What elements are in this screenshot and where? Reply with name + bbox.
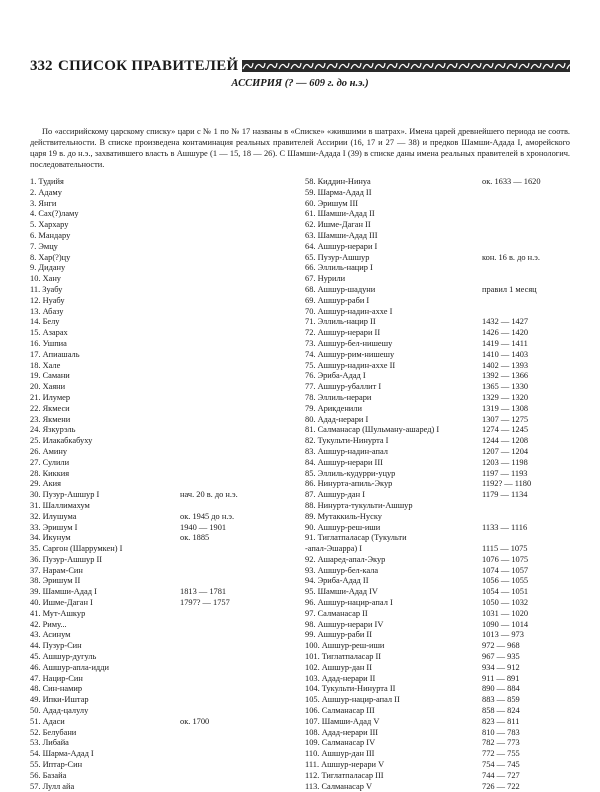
ruler-name: 75. Ашшур-надин-аххе II (305, 360, 396, 370)
ruler-entry (305, 339, 570, 350)
ruler-entry (305, 695, 570, 706)
ruler-name: 5. Хархару (30, 220, 69, 230)
ruler-name: 87. Ашшур-дан I (305, 490, 366, 500)
reign-dates: 772 — 755 (482, 749, 520, 759)
ruler-name: 60. Эришум III (305, 198, 359, 208)
ruler-entry (30, 706, 285, 717)
ruler-entry (305, 263, 570, 274)
ruler-name: 100. Ашшур-реш-иши (305, 641, 385, 651)
reign-dates: 1307 — 1275 (482, 414, 529, 424)
ruler-name: 13. Абазу (30, 306, 64, 316)
ruler-entry (305, 523, 570, 534)
ruler-entry (305, 609, 570, 620)
ruler-name: 61. Шамши-Адад II (305, 209, 375, 219)
reign-dates: 1402 — 1393 (482, 360, 529, 370)
ruler-entry (30, 749, 285, 760)
ruler-name: 43. Асинум (30, 630, 71, 640)
ruler-name: 64. Ашшур-нерари I (305, 241, 378, 251)
ruler-name: 67. Нурили (305, 274, 346, 284)
ruler-entry (305, 576, 570, 587)
ruler-entry (30, 274, 285, 285)
ruler-entry (30, 771, 285, 782)
reign-dates: 1797? — 1757 (180, 598, 230, 608)
ruler-entry (305, 555, 570, 566)
ruler-entry (30, 285, 285, 296)
reign-dates: 1090 — 1014 (482, 619, 529, 629)
ruler-name: 104. Тукульти-Нинурта II (305, 684, 396, 694)
ruler-name: 34. Икунум (30, 533, 71, 543)
ruler-name: 41. Мут-Ашкур (30, 608, 86, 618)
ruler-name: 84. Ашшур-нерари III (305, 457, 383, 467)
page-title: СПИСОК ПРАВИТЕЛЕЙ (58, 58, 239, 74)
ruler-name: 58. Киддин-Нинуа (305, 177, 371, 186)
ruler-entry (305, 728, 570, 739)
ruler-entry (30, 242, 285, 253)
ruler-entry (305, 652, 570, 663)
ruler-entry (30, 609, 285, 620)
reign-dates: 1179 — 1134 (482, 490, 528, 500)
ruler-name: 18. Хале (30, 360, 61, 370)
ruler-entry (305, 393, 570, 404)
reign-dates: 934 — 912 (482, 662, 520, 672)
ruler-entry (30, 717, 285, 728)
reign-dates: 883 — 859 (482, 695, 520, 705)
ruler-name: 11. Зуабу (30, 284, 63, 294)
ruler-name: 80. Адад-нерари I (305, 414, 369, 424)
reign-dates: ок. 1945 до н.э. (180, 511, 235, 521)
ruler-entry (305, 782, 570, 792)
ruler-name: 46. Ашшур-апла-идди (30, 662, 109, 672)
ruler-name: 108. Адад-нерари III (305, 727, 379, 737)
ruler-entry (305, 231, 570, 242)
ruler-name: 79. Арикденили (305, 403, 362, 413)
ruler-name: 72. Ашшур-нерари II (305, 328, 381, 338)
ruler-name: 59. Шарма-Адад II (305, 187, 372, 197)
ruler-name: 66. Эллиль-нацир I (305, 263, 373, 273)
ruler-entry (30, 512, 285, 523)
ruler-entry (30, 177, 285, 188)
ruler-entry (30, 652, 285, 663)
ruler-name: 63. Шамши-Адад III (305, 230, 378, 240)
ruler-name: 9. Дидану (30, 263, 66, 273)
ruler-entry (305, 447, 570, 458)
reign-dates: 823 — 811 (482, 716, 520, 726)
ruler-name: 19. Самани (30, 371, 70, 381)
ruler-entry (30, 684, 285, 695)
ruler-name: 39. Шамши-Адад I (30, 587, 97, 597)
intro-paragraph: По «ассирийскому царскому списку» цари с № 1 по № 17 названы в «Списке» «жившими в шатрах». Имена царей древнейшего периода не соотв. действительности. В списке произведена контаминация реальных правителей Ассирии (16, 17 и 27 — 38) и предков Шамши-Адада I, аморейского царя 19 в. до н.э., захватившего власть в Ашшуре (1 — 15, 18 — 26). С Шамши-Адада I (39) в списке даны имена реальных правителей в хронологич. последовательности. (30, 127, 570, 170)
reign-dates: 1274 — 1245 (482, 425, 529, 435)
ruler-name: 53. Либайа (30, 738, 69, 748)
ruler-entry (305, 674, 570, 685)
reign-dates: 1203 — 1198 (482, 457, 528, 467)
ruler-entry (305, 350, 570, 361)
ruler-entry (305, 512, 570, 523)
ruler-name: 96. Ашшур-нацир-апал I (305, 598, 393, 608)
ruler-name: 42. Риму... (30, 619, 67, 629)
ruler-name: 29. Акия (30, 479, 62, 489)
ruler-entry (305, 371, 570, 382)
ruler-entry (30, 469, 285, 480)
reign-dates: ок. 1633 — 1620 (482, 177, 541, 186)
ruler-entry (30, 576, 285, 587)
ruler-entry (30, 263, 285, 274)
reign-dates: 1133 — 1116 (482, 522, 528, 532)
reign-dates: 1365 — 1330 (482, 382, 529, 392)
reign-dates: 1054 — 1051 (482, 587, 529, 597)
page-number: 332 (30, 58, 53, 74)
ruler-entry (30, 533, 285, 544)
reign-dates: 1426 — 1420 (482, 328, 529, 338)
ruler-entry (30, 328, 285, 339)
reign-dates: кон. 16 в. до н.э. (482, 252, 540, 262)
ruler-name: 99. Ашшур-раби II (305, 630, 372, 640)
ruler-entry (305, 458, 570, 469)
ruler-name: 30. Пузур-Ашшур I (30, 490, 100, 500)
ruler-entry (30, 695, 285, 706)
ruler-name: 107. Шамши-Адад V (305, 716, 380, 726)
ruler-entry (305, 199, 570, 210)
reign-dates: 858 — 824 (482, 706, 520, 716)
ruler-entry (305, 490, 570, 501)
ruler-name: 51. Адаси (30, 716, 65, 726)
ruler-name: 97. Салманасар II (305, 608, 368, 618)
ruler-name: 55. Иптар-Син (30, 760, 83, 770)
ruler-entry (30, 641, 285, 652)
ruler-entry (305, 285, 570, 296)
reign-dates: 754 — 745 (482, 760, 520, 770)
ruler-name: 90. Ашшур-реш-иши (305, 522, 381, 532)
ruler-entry (305, 641, 570, 652)
ruler-entry (30, 296, 285, 307)
ruler-entry (305, 188, 570, 199)
ruler-entry (30, 415, 285, 426)
ruler-entry (30, 231, 285, 242)
ruler-entry (30, 738, 285, 749)
ruler-name: 25. Илакабкабуху (30, 436, 93, 446)
ruler-entry (30, 663, 285, 674)
ruler-entry (305, 663, 570, 674)
reign-dates: 1013 — 973 (482, 630, 524, 640)
reign-dates: 1050 — 1032 (482, 598, 529, 608)
ruler-name: 91. Тиглатпаласар (Тукульти (305, 533, 407, 543)
ruler-entry (305, 598, 570, 609)
ruler-entry (30, 674, 285, 685)
ruler-entry (30, 307, 285, 318)
reign-dates: 911 — 891 (482, 673, 520, 683)
ruler-entry (305, 361, 570, 372)
ruler-name: 88. Нинурта-тукульти-Ашшур (305, 500, 413, 510)
ruler-entry (30, 479, 285, 490)
ruler-name: 83. Ашшур-надин-апал (305, 446, 388, 456)
ruler-entry (305, 630, 570, 641)
ruler-entry (30, 339, 285, 350)
ruler-name: 10. Хану (30, 274, 61, 284)
ruler-entry (30, 199, 285, 210)
ruler-entry (305, 771, 570, 782)
ruler-entry (305, 425, 570, 436)
ruler-entry (30, 425, 285, 436)
ruler-name: 21. Илумер (30, 392, 71, 402)
ruler-name: 36. Пузур-Ашшур II (30, 554, 103, 564)
ruler-entry (305, 307, 570, 318)
ruler-name: 98. Ашшур-нерари IV (305, 619, 384, 629)
ruler-entry (30, 209, 285, 220)
ruler-name: 50. Адад-цалулу (30, 706, 89, 716)
ruler-name: 68. Ашшур-шадуни (305, 284, 376, 294)
reign-dates: 1244 — 1208 (482, 436, 529, 446)
ruler-entry (305, 317, 570, 328)
ruler-name: 110. Ашшур-дан III (305, 749, 375, 759)
ruler-name: 23. Якмени (30, 414, 71, 424)
ruler-name: 106. Салманасар III (305, 706, 375, 716)
ruler-name: 4. Сах(?)ламу (30, 209, 79, 219)
ruler-name: 57. Лулл айа (30, 781, 75, 791)
ruler-name: 103. Адад-нерари II (305, 673, 376, 683)
ruler-entry (30, 566, 285, 577)
ruler-name: 38. Эришум II (30, 576, 81, 586)
ruler-name: 52. Белубани (30, 727, 77, 737)
reign-dates: 1940 — 1901 (180, 522, 227, 532)
ruler-entry (30, 501, 285, 512)
ruler-name: 12. Нуабу (30, 295, 65, 305)
ruler-name: 45. Ашшур-дугуль (30, 652, 97, 662)
ruler-entry (305, 684, 570, 695)
reign-dates: 1319 — 1308 (482, 403, 529, 413)
ornament-border-decoration (242, 60, 570, 72)
ruler-entry (30, 458, 285, 469)
ruler-name: 111. Ашшур-нерари V (305, 760, 385, 770)
ruler-entry (305, 209, 570, 220)
ruler-name: 37. Нарам-Син (30, 565, 83, 575)
ruler-entry (30, 782, 285, 792)
ruler-entry (30, 620, 285, 631)
ruler-entry (30, 361, 285, 372)
ruler-name: 105. Ашшур-нацир-апал II (305, 695, 400, 705)
ruler-entry (30, 317, 285, 328)
ruler-entry (305, 415, 570, 426)
reign-dates: 972 — 968 (482, 641, 520, 651)
ruler-name: 7. Эмцу (30, 241, 58, 251)
ruler-entry (30, 188, 285, 199)
ruler-entry (305, 469, 570, 480)
reign-dates: 810 — 783 (482, 727, 520, 737)
ruler-name: 81. Салманасар (Шульману-ашаред) I (305, 425, 440, 435)
reign-dates: 1197 — 1193 (482, 468, 528, 478)
reign-dates: 744 — 727 (482, 770, 520, 780)
ruler-entry (30, 630, 285, 641)
rulers-list-left (30, 177, 285, 792)
ruler-entry (305, 382, 570, 393)
ruler-entry (30, 382, 285, 393)
ruler-entry (305, 501, 570, 512)
reign-dates: 1115 — 1075 (482, 544, 528, 554)
ruler-entry (305, 760, 570, 771)
ruler-entry (305, 620, 570, 631)
ruler-name: 95. Шамши-Адад IV (305, 587, 378, 597)
reign-dates: 1813 — 1781 (180, 587, 227, 597)
ruler-entry (305, 544, 570, 555)
ruler-entry (30, 728, 285, 739)
ruler-name: 93. Ашшур-бел-кала (305, 565, 379, 575)
reign-dates: 1056 — 1055 (482, 576, 529, 586)
reign-dates: 1432 — 1427 (482, 317, 529, 327)
ruler-name: 2. Адаму (30, 187, 62, 197)
ruler-name: 94. Эриба-Адад II (305, 576, 369, 586)
ruler-name: 32. Илушума (30, 511, 77, 521)
ruler-entry (305, 253, 570, 264)
ruler-entry (305, 220, 570, 231)
ruler-name: 101. Тиглатпаласар II (305, 652, 382, 662)
ruler-entry (30, 523, 285, 534)
ruler-name: 77. Ашшур-убаллит I (305, 382, 382, 392)
ruler-name: 86. Нинурта-апиль-Экур (305, 479, 393, 489)
ruler-name: 54. Шарма-Адад I (30, 749, 94, 759)
ruler-entry (30, 544, 285, 555)
ruler-name: 28. Киккия (30, 468, 70, 478)
ruler-name: 27. Сулили (30, 457, 70, 467)
reign-dates: 967 — 935 (482, 652, 520, 662)
reign-dates: 782 — 773 (482, 738, 520, 748)
reign-dates: 1207 — 1204 (482, 446, 529, 456)
ruler-name: 8. Хар(?)цу (30, 252, 71, 262)
ruler-name: 56. Базайа (30, 770, 67, 780)
ruler-name: 85. Эллиль-кудурри-уцур (305, 468, 396, 478)
ruler-name: 31. Шаллимахум (30, 500, 90, 510)
ruler-entry (30, 598, 285, 609)
reign-dates: 1410 — 1403 (482, 349, 529, 359)
ruler-name: 40. Ишме-Даган I (30, 598, 93, 608)
ruler-entry (30, 587, 285, 598)
reign-dates: 1419 — 1411 (482, 338, 528, 348)
ruler-entry (305, 296, 570, 307)
ruler-entry (305, 533, 570, 544)
ruler-name: 70. Ашшур-надин-аххе I (305, 306, 393, 316)
reign-dates: 1076 — 1075 (482, 554, 529, 564)
ruler-name: 73. Ашшур-бел-нишешу (305, 338, 393, 348)
ruler-entry (30, 220, 285, 231)
ruler-name: 89. Мутаккиль-Нуску (305, 511, 382, 521)
reign-dates: 1329 — 1320 (482, 392, 529, 402)
ruler-entry (30, 447, 285, 458)
ruler-entry (305, 717, 570, 728)
ruler-name: 76. Эриба-Адад I (305, 371, 366, 381)
ruler-entry (30, 490, 285, 501)
reign-dates: 890 — 884 (482, 684, 520, 694)
ruler-name: 20. Хаяни (30, 382, 66, 392)
ruler-name: 102. Ашшур-дан II (305, 662, 372, 672)
ruler-name: 109. Салманасар IV (305, 738, 376, 748)
ruler-name: 112. Тиглатпаласар III (305, 770, 384, 780)
page-header (30, 57, 570, 75)
ruler-name: 6. Мандару (30, 230, 71, 240)
reign-dates: 1074 — 1057 (482, 565, 529, 575)
ruler-name: 17. Апиашаль (30, 349, 80, 359)
ruler-name: 113. Салманасар V (305, 781, 373, 791)
ruler-entry (30, 350, 285, 361)
ruler-entry (305, 436, 570, 447)
ruler-entry (305, 749, 570, 760)
ruler-entry (30, 253, 285, 264)
ruler-entry (305, 404, 570, 415)
ruler-entry (305, 274, 570, 285)
ruler-entry (305, 738, 570, 749)
reign-dates: ок. 1885 (180, 533, 210, 543)
ruler-name: 22. Якмеси (30, 403, 70, 413)
ruler-entry (305, 587, 570, 598)
rulers-list-right (305, 177, 570, 792)
ruler-entry (305, 328, 570, 339)
ruler-name: 49. Ипки-Иштар (30, 695, 89, 705)
ruler-name: 24. Язкурэль (30, 425, 76, 435)
ruler-entry (305, 566, 570, 577)
ruler-name: 26. Аминy (30, 446, 68, 456)
ruler-entry (30, 555, 285, 566)
ruler-name: 14. Белу (30, 317, 60, 327)
ruler-name: 35. Саргон (Шаррумкен) I (30, 544, 123, 554)
ruler-name: 62. Ишме-Даган II (305, 220, 371, 230)
reign-dates: 1031 — 1020 (482, 608, 529, 618)
ruler-name: -апал-Эшарра) I (305, 544, 363, 554)
ruler-name: 47. Нацир-Син (30, 673, 83, 683)
ruler-name: 65. Пузур-Ашшур (305, 252, 370, 262)
ruler-entry (30, 760, 285, 771)
ruler-name: 16. Ушпиа (30, 338, 67, 348)
ruler-entry (305, 479, 570, 490)
ruler-entry (305, 177, 570, 188)
ruler-entry (30, 404, 285, 415)
ruler-name: 44. Пузур-Син (30, 641, 82, 651)
reign-dates: правил 1 месяц (482, 284, 537, 294)
ruler-name: 78. Эллиль-нерари (305, 392, 372, 402)
ruler-entry (30, 393, 285, 404)
ruler-name: 71. Эллиль-нацир II (305, 317, 376, 327)
ruler-name: 74. Ашшур-рим-нишешу (305, 349, 395, 359)
ruler-entry (305, 242, 570, 253)
ruler-entry (305, 706, 570, 717)
ruler-name: 82. Тукульти-Нинурта I (305, 436, 389, 446)
ruler-name: 3. Янги (30, 198, 57, 208)
ruler-name: 1. Тудийя (30, 177, 64, 186)
reign-dates: нач. 20 в. до н.э. (180, 490, 238, 500)
reign-dates: 1392 — 1366 (482, 371, 529, 381)
ruler-name: 92. Ашаред-апал-Экур (305, 554, 386, 564)
ruler-entry (30, 436, 285, 447)
ruler-entry (30, 371, 285, 382)
ruler-name: 15. Азарах (30, 328, 68, 338)
reign-dates: 1192? — 1180 (482, 479, 532, 489)
ruler-name: 69. Ашшур-раби I (305, 295, 370, 305)
ruler-name: 33. Эришум I (30, 522, 78, 532)
reign-dates: 726 — 722 (482, 781, 520, 791)
section-title: АССИРИЯ (? — 609 г. до н.э.) (231, 78, 369, 89)
ruler-name: 48. Син-намир (30, 684, 83, 694)
reign-dates: ок. 1700 (180, 716, 210, 726)
